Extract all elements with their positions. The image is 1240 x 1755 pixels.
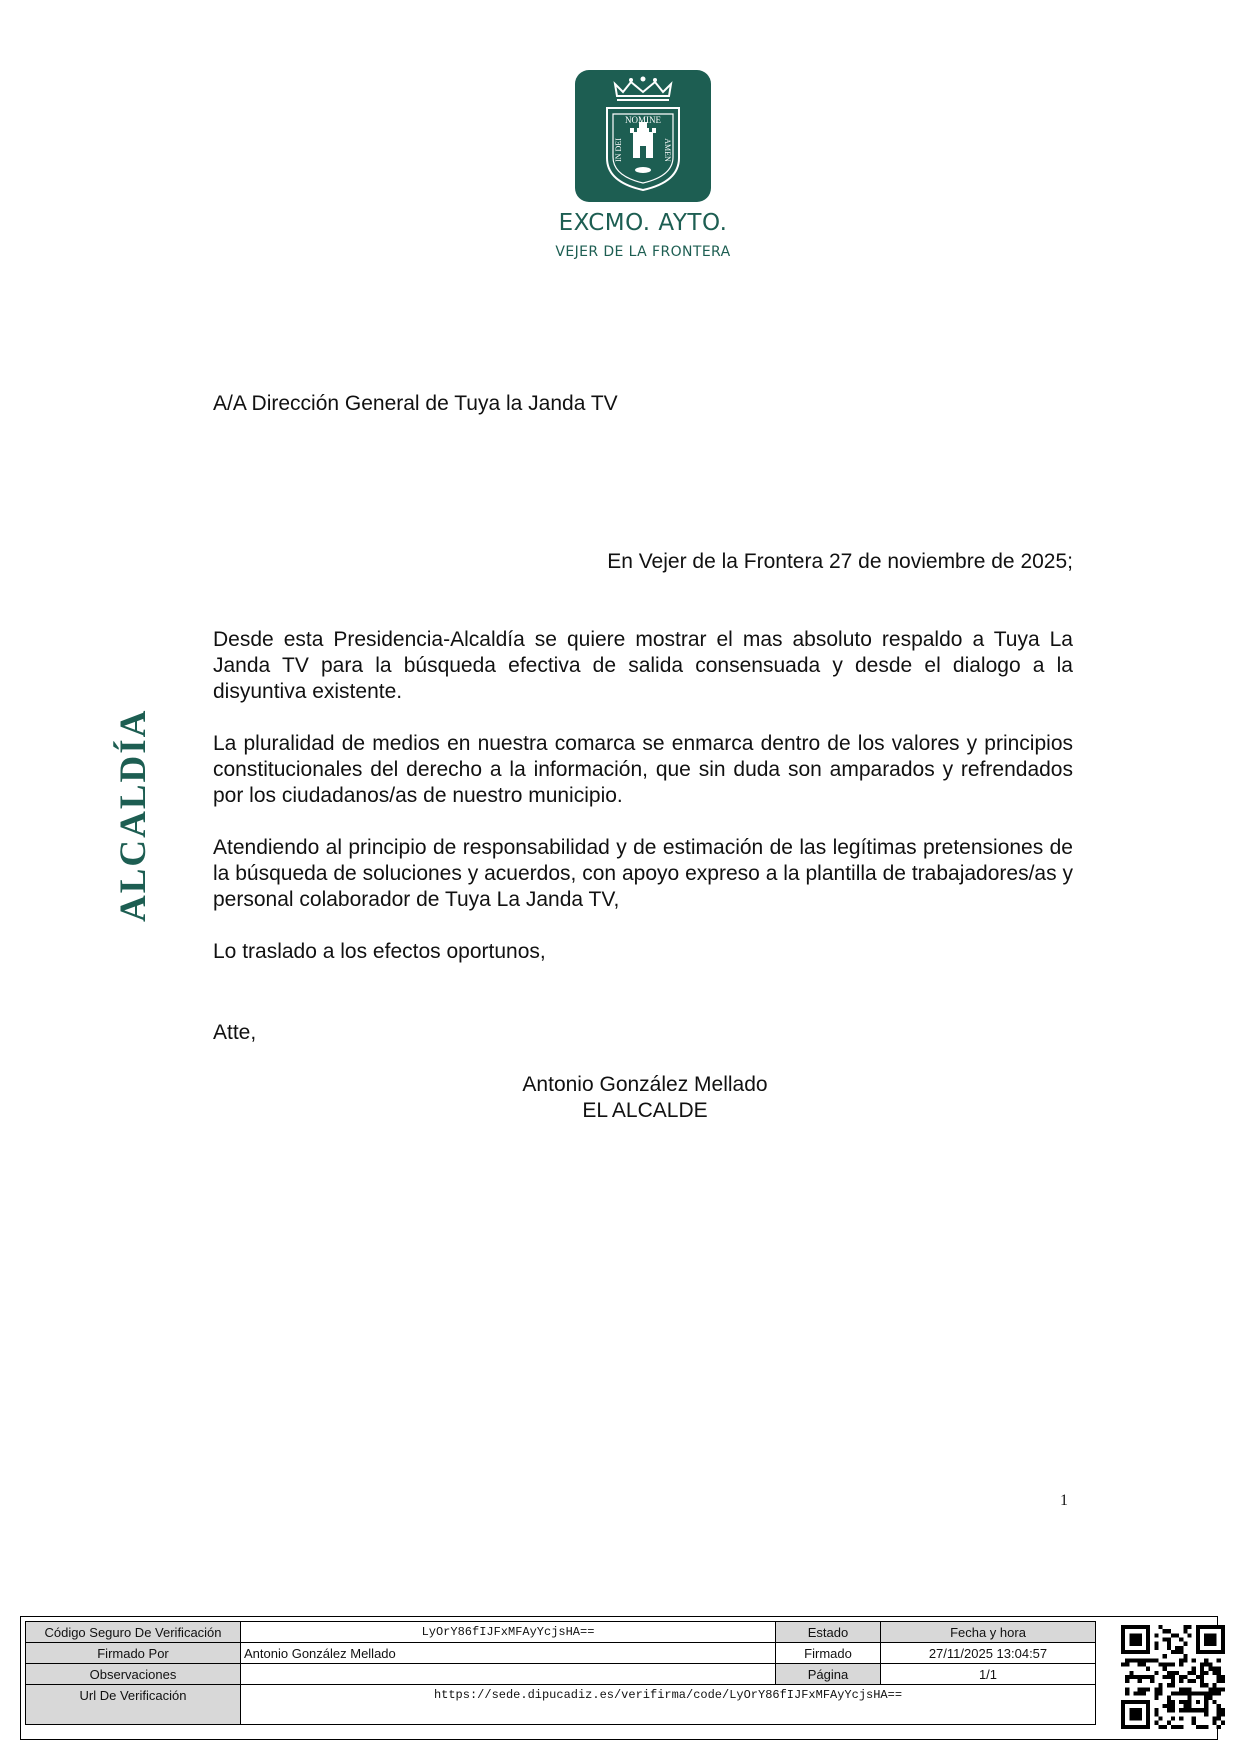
estado-label: Estado	[776, 1622, 881, 1643]
estado-value: Firmado	[776, 1643, 881, 1664]
date-line: En Vejer de la Frontera 27 de noviembre de 2025;	[607, 550, 1073, 573]
csv-label: Código Seguro De Verificación	[26, 1622, 241, 1643]
side-label-alcaldia: ALCALDÍA	[113, 708, 154, 922]
closing: Atte,	[213, 1021, 257, 1044]
csv-value: LyOrY86fIJFxMFAyYcjsHA==	[241, 1622, 776, 1643]
addressee: A/A Dirección General de Tuya la Janda TV	[213, 392, 618, 415]
pagina-label: Página	[776, 1664, 881, 1685]
observaciones-value	[241, 1664, 776, 1685]
fecha-value: 27/11/2025 13:04:57	[881, 1643, 1096, 1664]
firmado-por-label: Firmado Por	[26, 1643, 241, 1664]
qr-code-icon	[1121, 1625, 1225, 1729]
crest-motto-left: IN DEI	[614, 138, 623, 162]
url-label: Url De Verificación	[26, 1685, 241, 1725]
fecha-label: Fecha y hora	[881, 1622, 1096, 1643]
firmado-por-value: Antonio González Mellado	[241, 1643, 776, 1664]
observaciones-label: Observaciones	[26, 1664, 241, 1685]
crest-motto-top: NOMINE	[625, 115, 661, 125]
body-paragraph: Atendiendo al principio de responsabilidad y de estimación de las legítimas pretensiones de la búsqueda de soluciones y acuerdos, con apoyo expreso a la plantilla de trabajadores/as y personal colaborador de Tuya La Janda TV,	[213, 836, 1073, 911]
crest-motto-right: AMEN	[663, 138, 672, 162]
signer-role: EL ALCALDE	[582, 1099, 708, 1122]
town-name: EXCMO. AYTO.	[558, 210, 728, 236]
body-paragraph: Desde esta Presidencia-Alcaldía se quiere mostrar el mas absoluto respaldo a Tuya La Janda TV para la búsqueda efectiva de salida consensuada y desde el dialogo a la disyuntiva existente.	[213, 628, 1073, 703]
body-paragraph: Lo traslado a los efectos oportunos,	[213, 940, 546, 963]
page-number: 1	[1060, 1492, 1068, 1509]
municipal-crest-icon	[575, 70, 711, 202]
pagina-value: 1/1	[881, 1664, 1096, 1685]
body-paragraph: La pluralidad de medios en nuestra comarca se enmarca dentro de los valores y principios constitucionales del derecho a la información, que sin duda son amparados y refrendados por los ciudadanos/as de nuestro municipio.	[213, 732, 1073, 807]
town-subtitle: VEJER DE LA FRONTERA	[555, 244, 731, 260]
verification-table	[25, 1621, 1096, 1725]
signer-name: Antonio González Mellado	[522, 1073, 768, 1096]
url-value[interactable]: https://sede.dipucadiz.es/verifirma/code/LyOrY86fIJFxMFAyYcjsHA==	[241, 1685, 1096, 1725]
verification-footer	[20, 1616, 1218, 1740]
